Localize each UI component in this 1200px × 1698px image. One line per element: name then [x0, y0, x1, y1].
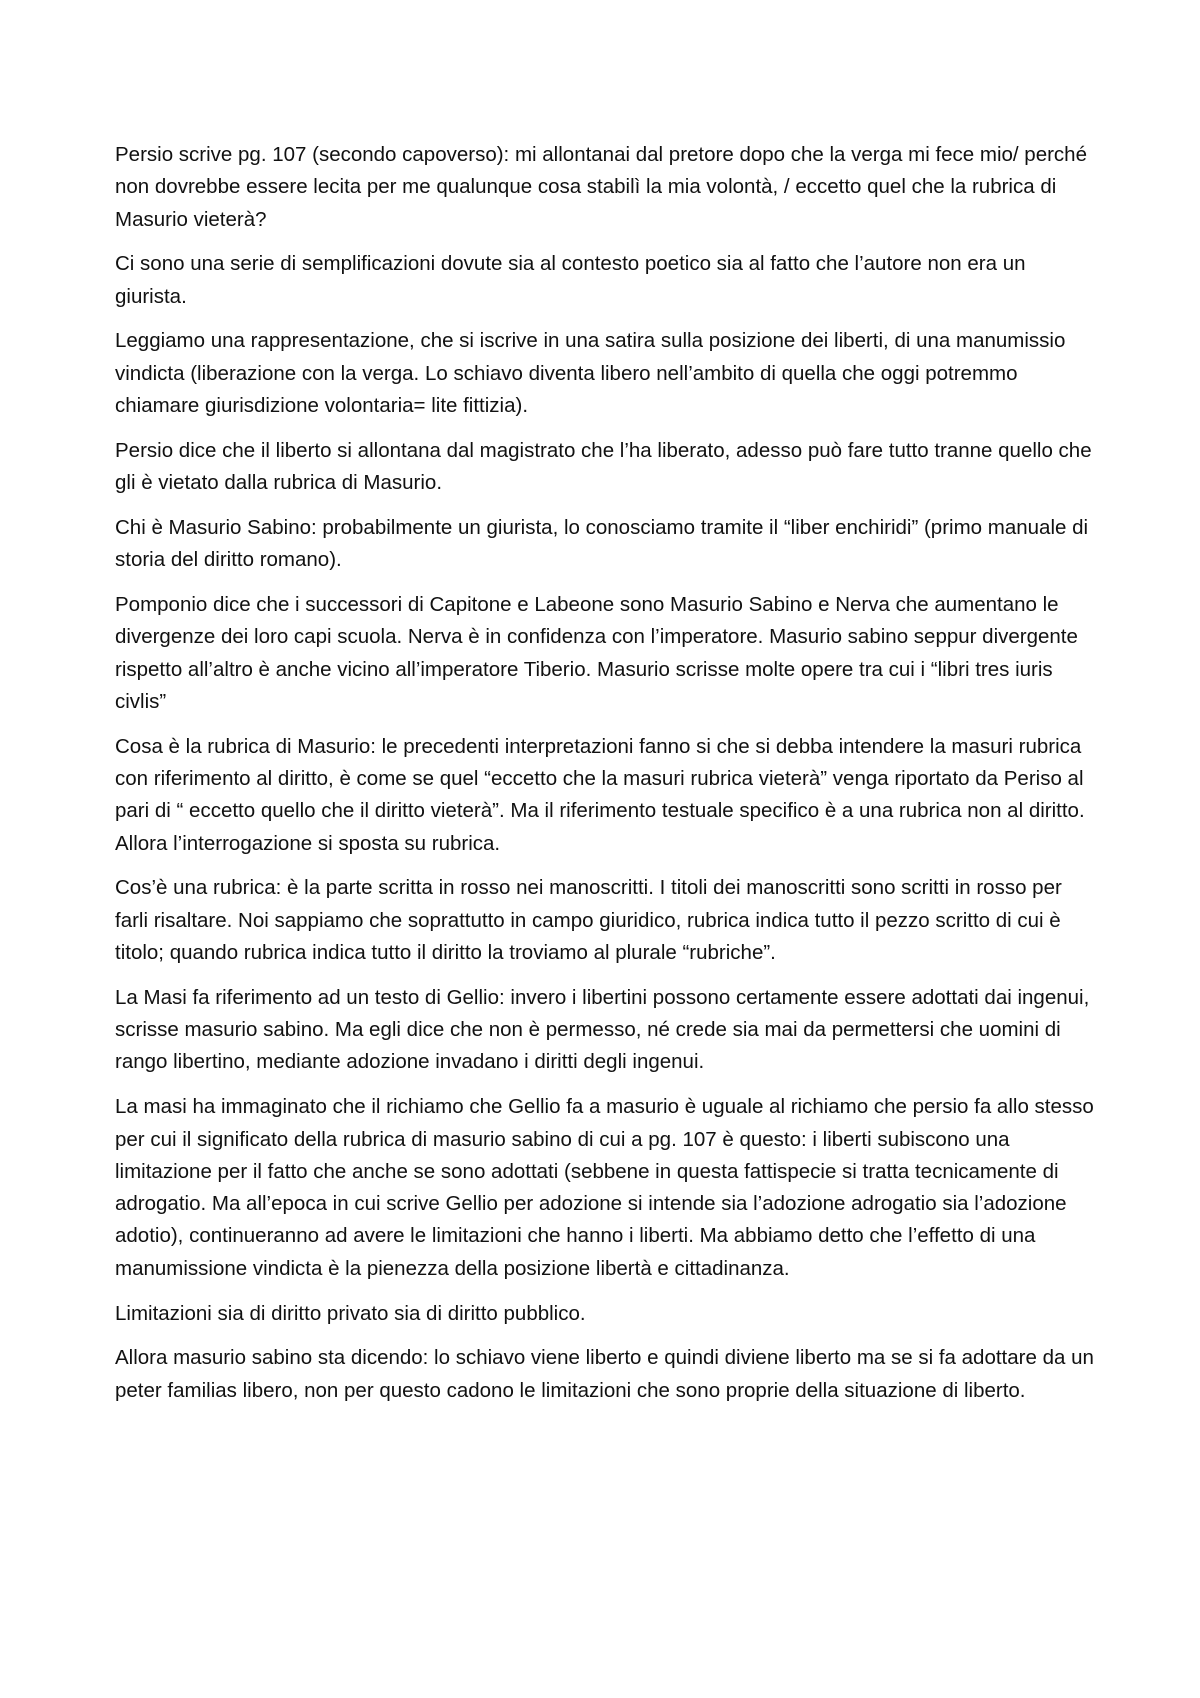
paragraph-masi-gellio: La Masi fa riferimento ad un testo di Gellio: invero i libertini possono certamente essere adottati dai ingenui, scrisse masurio sabino. Ma egli dice che non è permesso, né crede sia mai da permettersi che uomini di rango libertino, mediante adozione invadano i diritti degli ingenui. — [115, 985, 1090, 1074]
paragraph-persio-liberto: Persio dice che il liberto si allontana dal magistrato che l’ha liberato, adesso può fare tutto tranne quello che gli è vietato dalla rubrica di Masurio. — [115, 438, 1092, 495]
document-page — [115, 139, 1095, 1419]
paragraph-masi-richiamo: La masi ha immaginato che il richiamo che Gellio fa a masurio è uguale al richiamo che persio fa allo stesso per cui il significato della rubrica di masurio sabino di cui a pg. 107 è questo: i liberti subiscono una limitazione per il fatto che anche se sono adottati (sebbene in questa fattispecie si tratta tecnicamente di adrogatio. Ma all’epoca in cui scrive Gellio per adozione si intende sia l’adozione adrogatio sia l’adozione adotio), continueranno ad avere le limitazioni che hanno i liberti. Ma abbiamo detto che l’effetto di una manumissione vindicta è la pienezza della posizione libertà e cittadinanza. — [115, 1095, 1094, 1280]
paragraph-cos-e-rubrica: Cos’è una rubrica: è la parte scritta in rosso nei manoscritti. I titoli dei manoscritti sono scritti in rosso per farli risaltare. Noi sappiamo che soprattutto in campo giuridico, rubrica indica tutto il pezzo scritto di cui è titolo; quando rubrica indica tutto il diritto la troviamo al plurale “rubriche”. — [115, 876, 1062, 965]
paragraph-masurio-sabino: Chi è Masurio Sabino: probabilmente un giurista, lo conosciamo tramite il “liber enchiridi” (primo manuale di storia del diritto romano). — [115, 515, 1089, 572]
paragraph-persio-quote: Persio scrive pg. 107 (secondo capoverso): mi allontanai dal pretore dopo che la verga mi fece mio/ perché non dovrebbe essere lecita per me qualunque cosa stabilì la mia volontà, / eccetto quel che la rubrica di Masurio vieterà? — [115, 143, 1087, 231]
paragraph-conclusione: Allora masurio sabino sta dicendo: lo schiavo viene liberto e quindi diviene liberto ma se si fa adottare da un peter familias libero, non per questo cadono le limitazioni che sono proprie della situazione di liberto. — [115, 1346, 1094, 1402]
paragraph-limitazioni: Limitazioni sia di diritto privato sia di diritto pubblico. — [115, 1301, 586, 1325]
paragraph-manumissio: Leggiamo una rappresentazione, che si iscrive in una satira sulla posizione dei liberti, di una manumissio vindicta (liberazione con la verga. Lo schiavo diventa libero nell’ambito di quella che oggi potremmo chiamare giurisdizione volontaria= lite fittizia). — [115, 329, 1066, 418]
paragraph-semplificazioni: Ci sono una serie di semplificazioni dovute sia al contesto poetico sia al fatto che l’autore non era un giurista. — [115, 252, 1026, 308]
paragraph-pomponio: Pomponio dice che i successori di Capitone e Labeone sono Masurio Sabino e Nerva che aumentano le divergenze dei loro capi scuola. Nerva è in confidenza con l’imperatore. Masurio sabino seppur divergente rispetto all’altro è anche vicino all’imperatore Tiberio. Masurio scrisse molte opere tra cui i “libri tres iuris civlis” — [115, 593, 1078, 713]
paragraph-rubrica-masurio: Cosa è la rubrica di Masurio: le precedenti interpretazioni fanno si che si debba intendere la masuri rubrica con riferimento al diritto, è come se quel “eccetto che la masuri rubrica vieterà” venga riportato da Periso al pari di “ eccetto quello che il diritto vieterà”. Ma il riferimento testuale specifico è a una rubrica non al diritto. Allora l’interrogazione si sposta su rubrica. — [115, 734, 1085, 855]
